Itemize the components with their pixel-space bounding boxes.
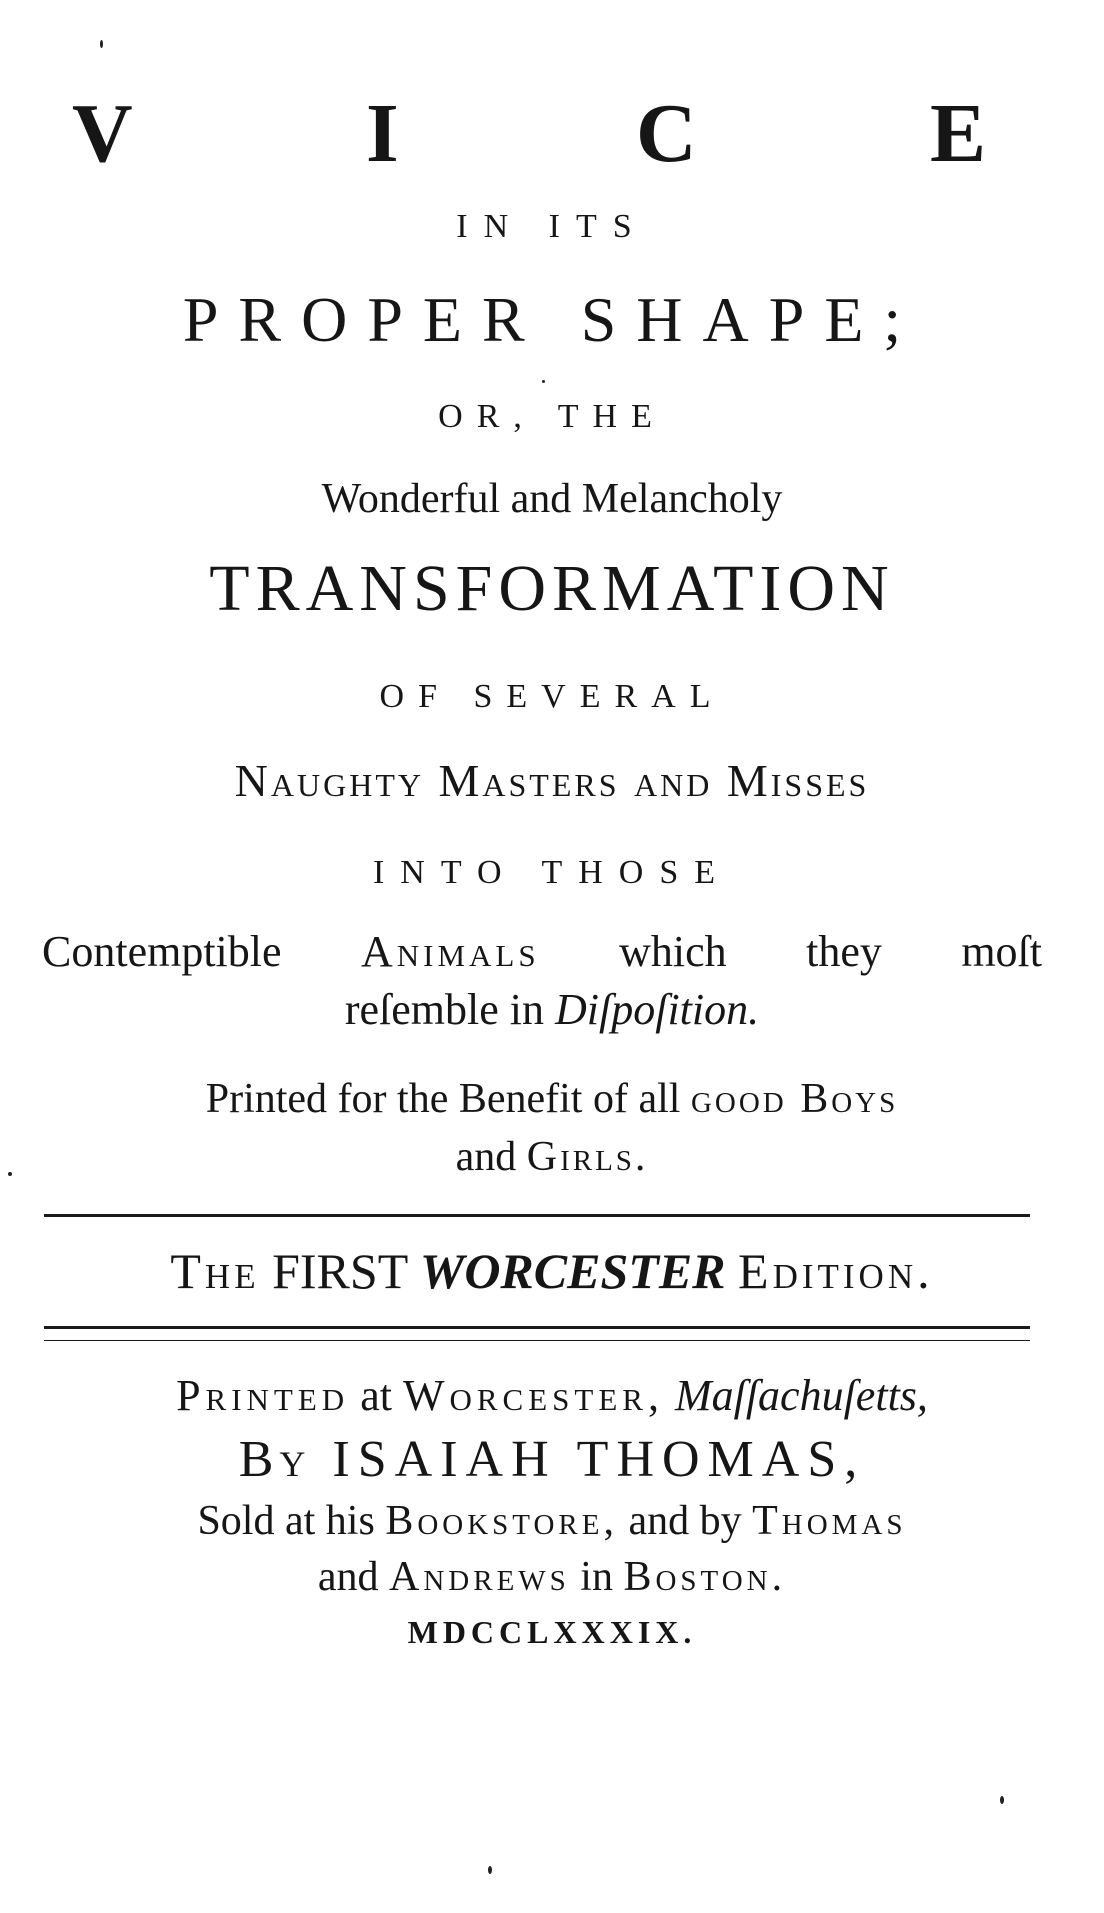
ink-speck — [1000, 1796, 1004, 1804]
edition-first: FIRST — [272, 1243, 408, 1299]
imprint-date: MDCCLXXXIX. — [407, 1614, 697, 1650]
imprint-line-4 — [0, 1556, 1104, 1598]
edition-the: The — [170, 1243, 260, 1299]
title-naughty: Naughty Masters and Misses — [234, 755, 870, 806]
title-resemble-line — [0, 985, 1104, 1034]
imprint-massachusetts: Maſſachuſetts, — [674, 1371, 928, 1420]
imprint-bookstore: Bookstore, — [385, 1498, 618, 1544]
ink-speck — [542, 380, 545, 383]
animals-text: Animals — [361, 927, 540, 976]
disposition-text: Diſpoſition. — [555, 985, 760, 1034]
imprint-by: By — [238, 1431, 312, 1488]
title-in-its: IN ITS — [456, 208, 648, 245]
title-contemptible-line — [42, 927, 1042, 976]
edition-worcester: WORCESTER — [419, 1243, 726, 1299]
title-proper-shape: PROPER SHAPE; — [182, 284, 922, 355]
imprint-printer: ISAIAH THOMAS, — [332, 1431, 866, 1488]
vice-letter-c: C — [636, 87, 697, 180]
title-into-those: INTO THOSE — [372, 854, 732, 891]
imprint-worcester: Worcester, — [402, 1371, 664, 1420]
benefit-line-2 — [0, 1136, 1104, 1178]
divider-top — [44, 1214, 1030, 1217]
title-or-the: OR, THE — [438, 398, 666, 435]
good-boys-text: good Boys — [690, 1076, 899, 1122]
imprint-andrews: Andrews — [389, 1554, 570, 1600]
imprint-printed: Printed — [176, 1371, 350, 1420]
vice-letter-v: V — [72, 87, 133, 180]
contemptible-text: Contemptible — [42, 927, 282, 976]
ink-speck — [8, 1172, 12, 1176]
imprint-thomas: Thomas — [752, 1498, 907, 1544]
divider-double-upper — [44, 1326, 1030, 1329]
vice-letter-e: E — [930, 87, 987, 180]
title-wonderful: Wonderful and Melancholy — [321, 476, 783, 522]
imprint-boston: Boston. — [623, 1554, 787, 1600]
benefit-text: Printed for the Benefit of all — [205, 1076, 681, 1122]
resemble-text: reſemble in — [344, 985, 544, 1034]
imprint-sold: Sold at his — [197, 1498, 375, 1544]
girls-text: Girls. — [526, 1134, 649, 1180]
ink-speck — [100, 40, 103, 48]
which-text: which they moſt — [619, 927, 1042, 976]
imprint-and: and — [317, 1554, 379, 1600]
imprint-at: at — [360, 1371, 392, 1420]
benefit-line-1 — [0, 1078, 1104, 1120]
vice-letter-i: I — [366, 87, 399, 180]
edition-line — [0, 1243, 1104, 1299]
imprint-in: in — [580, 1554, 613, 1600]
imprint-line-2 — [0, 1431, 1104, 1488]
ink-speck — [488, 1866, 492, 1874]
imprint-line-3 — [0, 1500, 1104, 1542]
title-transformation: TRANSFORMATION — [209, 552, 895, 625]
divider-double-lower — [44, 1340, 1030, 1341]
edition-edition: Edition. — [738, 1243, 934, 1299]
title-of-several: OF SEVERAL — [379, 678, 725, 715]
imprint-and-by: and by — [628, 1498, 742, 1544]
imprint-line-1 — [0, 1371, 1104, 1420]
and-text: and — [455, 1134, 517, 1180]
